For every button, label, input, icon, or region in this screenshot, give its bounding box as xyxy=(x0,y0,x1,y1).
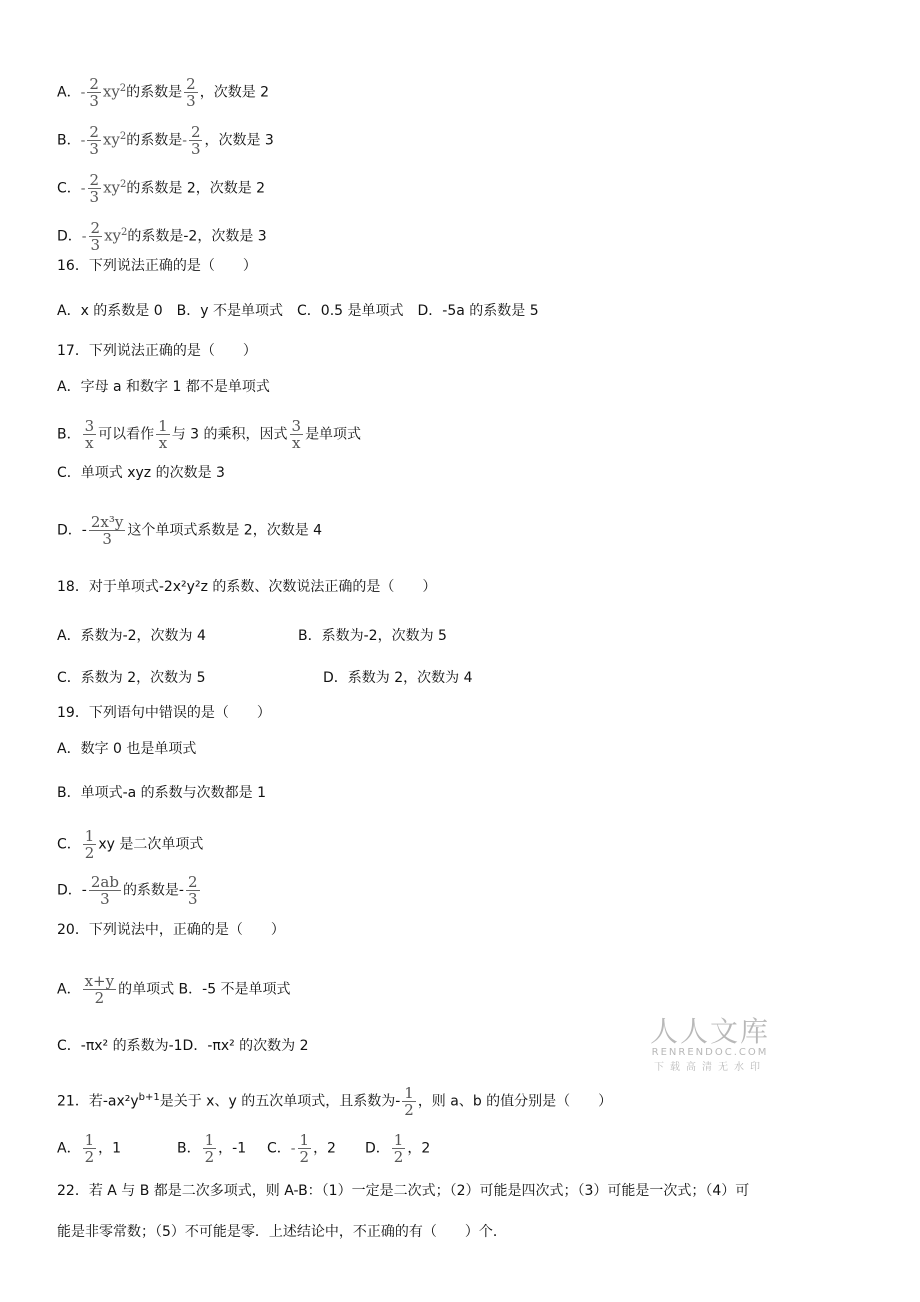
q17-option-c: C．单项式 xyz 的次数是 3 xyxy=(57,465,225,481)
q16-stem: 16．下列说法正确的是（ ） xyxy=(57,258,257,274)
fraction: $\frac{2}{3}$ xyxy=(188,873,198,908)
q18-option-b: B．系数为-2，次数为 5 xyxy=(298,628,447,644)
q15-option-a: A．- $\frac{2}{3}$ $xy^2$的系数是 $\frac{2}{3}$ ，次数是 2 xyxy=(57,75,270,110)
watermark-logo-text: 人人文库 xyxy=(649,1015,770,1048)
fraction: $\frac{1}{2}$ xyxy=(393,1131,404,1166)
q19-option-c: C． $\frac{1}{2}$ xy 是二次单项式 xyxy=(57,827,204,862)
q20-option-cd: C．-πx² 的系数为-1D．-πx² 的次数为 2 xyxy=(57,1038,309,1054)
q21-option-b: B． $\frac{1}{2}$ ，-1 xyxy=(177,1131,247,1166)
watermark xyxy=(640,1017,780,1073)
q20-option-ab: A． $\frac{x+y}{2}$ 的单项式 B．-5 不是单项式 xyxy=(57,972,291,1007)
fraction: $\frac{2}{3}$ xyxy=(89,171,100,206)
fraction: $\frac{1}{2}$ xyxy=(404,1084,414,1119)
watermark-domain: RENRENDOC.COM xyxy=(651,1047,769,1058)
q15-option-d: D．- $\frac{2}{3}$ $xy^2$的系数是-2，次数是 3 xyxy=(57,219,267,254)
fraction: $\frac{x+y}{2}$ xyxy=(84,972,115,1007)
fraction: $\frac{\text{2x³y}}{3}$ xyxy=(90,513,124,548)
fraction: $\frac{1}{2}$ xyxy=(84,1131,95,1166)
fraction: $\frac{1}{2}$ xyxy=(84,827,95,862)
q17-stem: 17．下列说法正确的是（ ） xyxy=(57,343,257,359)
q19-option-b: B．单项式-a 的系数与次数都是 1 xyxy=(57,785,267,801)
q21-option-a: A． $\frac{1}{2}$ ，1 xyxy=(57,1131,122,1166)
q18-stem: 18．对于单项式-2x²y²z 的系数、次数说法正确的是（ ） xyxy=(57,579,437,595)
q20-stem: 20．下列说法中，正确的是（ ） xyxy=(57,922,285,938)
q15-option-c: C．- $\frac{2}{3}$ $xy^2$的系数是 2，次数是 2 xyxy=(57,171,266,206)
fraction: $\frac{2}{3}$ xyxy=(89,75,99,110)
q19-option-d: D．- $\frac{2ab}{3}$ 的系数是- $\frac{2}{3}$ xyxy=(57,873,198,908)
q21-option-d: D． $\frac{1}{2}$ ，2 xyxy=(365,1131,431,1166)
q19-stem: 19．下列语句中错误的是（ ） xyxy=(57,705,271,721)
fraction: $\frac{2ab}{3}$ xyxy=(90,873,119,908)
q18-option-c: C．系数为 2，次数为 5 xyxy=(57,670,206,686)
q21-stem: 21．若$-ax^2y^{b+1}$是关于 x、y 的五次单项式，且系数为- $\frac{1}{2}$ ，则 a、b 的值分别是（ ） xyxy=(57,1084,613,1119)
fraction: $\frac{1}{2}$ xyxy=(204,1131,215,1166)
fraction: $\frac{1}{2}$ xyxy=(299,1131,310,1166)
fraction: $\frac{2}{3}$ xyxy=(186,75,196,110)
watermark-slogan: 下载高清无水印 xyxy=(654,1062,766,1073)
q18-option-a: A．系数为-2，次数为 4 xyxy=(57,628,206,644)
fraction: $\frac{2}{3}$ xyxy=(89,123,99,158)
q17-option-b: B． $\frac{3}{x}$ 可以看作 $\frac{1}{x}$ 与 3 的乘积，因式 $\frac{3}{x}$ 是单项式 xyxy=(57,417,362,452)
q15-option-b: B．- $\frac{2}{3}$ $xy^2$的系数是- $\frac{2}{3}$ ，次数是 3 xyxy=(57,123,274,158)
q16-options: A．x 的系数是 0 B．y 不是单项式 C．0.5 是单项式 D．-5a 的系数是 5 xyxy=(57,303,539,319)
q17-option-d: D．- $\frac{\text{2x³y}}{3}$ 这个单项式系数是 2，次数是 4 xyxy=(57,513,323,548)
q17-option-a: A．字母 a 和数字 1 都不是单项式 xyxy=(57,379,270,395)
fraction: $\frac{1}{x}$ xyxy=(158,417,168,452)
fraction: $\frac{2}{3}$ xyxy=(90,219,101,254)
fraction: $\frac{3}{x}$ xyxy=(84,417,95,452)
q22-line-1: 22．若 A 与 B 都是二次多项式，则 A-B：（1）一定是二次式；（2）可能是四次式；（3）可能是一次式；（4）可 xyxy=(57,1183,750,1199)
q22-line-2: 能是非零常数；（5）不可能是零．上述结论中，不正确的有（ ）个． xyxy=(57,1224,507,1240)
fraction: $\frac{2}{3}$ xyxy=(190,123,201,158)
q18-option-d: D．系数为 2，次数为 4 xyxy=(323,670,473,686)
q21-option-c: C．- $\frac{1}{2}$ ，2 xyxy=(267,1131,336,1166)
q19-option-a: A．数字 0 也是单项式 xyxy=(57,741,197,757)
fraction: $\frac{3}{x}$ xyxy=(291,417,302,452)
